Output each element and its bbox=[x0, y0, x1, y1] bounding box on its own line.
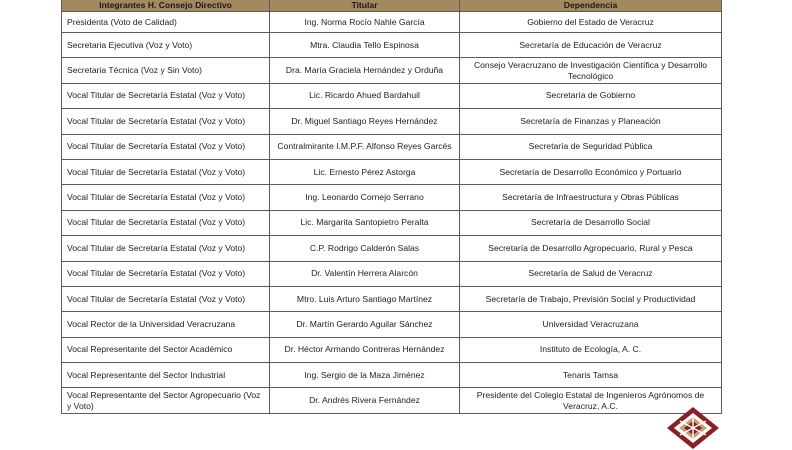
cell-titular: Mtro. Luis Arturo Santiago Martínez bbox=[270, 286, 460, 311]
cell-titular: Ing. Leonardo Cornejo Serrano bbox=[270, 185, 460, 210]
cell-dependencia: Secretaría de Infraestructura y Obras Públicas bbox=[460, 185, 722, 210]
cell-integrante: Vocal Titular de Secretaría Estatal (Voz y Voto) bbox=[62, 83, 270, 108]
cell-titular: Dr. Héctor Armando Contreras Hernández bbox=[270, 337, 460, 362]
cell-integrante: Vocal Titular de Secretaría Estatal (Voz y Voto) bbox=[62, 210, 270, 235]
cell-titular: C.P. Rodrigo Calderón Salas bbox=[270, 236, 460, 261]
cell-integrante: Presidenta (Voto de Calidad) bbox=[62, 12, 270, 33]
header-integrantes: Integrantes H. Consejo Directivo bbox=[62, 0, 270, 12]
cell-dependencia: Secretaría de Salud de Veracruz bbox=[460, 261, 722, 286]
cell-integrante: Vocal Representante del Sector Industrial bbox=[62, 363, 270, 388]
cell-integrante: Vocal Titular de Secretaría Estatal (Voz y Voto) bbox=[62, 236, 270, 261]
cell-titular: Lic. Ricardo Ahued Bardahuil bbox=[270, 83, 460, 108]
cell-integrante: Vocal Representante del Sector Académico bbox=[62, 337, 270, 362]
cell-titular: Dr. Miguel Santiago Reyes Hernández bbox=[270, 109, 460, 134]
cell-dependencia: Secretaría de Desarrollo Social bbox=[460, 210, 722, 235]
table-row bbox=[62, 159, 722, 184]
table-row bbox=[62, 286, 722, 311]
table-row bbox=[62, 312, 722, 337]
cell-titular: Lic. Margarita Santopietro Peralta bbox=[270, 210, 460, 235]
table-row bbox=[62, 33, 722, 58]
cell-integrante: Vocal Rector de la Universidad Veracruzana bbox=[62, 312, 270, 337]
cell-dependencia: Secretaría de Educación de Veracruz bbox=[460, 33, 722, 58]
cell-titular: Dr. Martín Gerardo Aguilar Sánchez bbox=[270, 312, 460, 337]
cell-dependencia: Consejo Veracruzano de Investigación Científica y Desarrollo Tecnológico bbox=[460, 58, 722, 83]
cell-titular: Mtra. Claudia Tello Espinosa bbox=[270, 33, 460, 58]
cell-integrante: Secretaria Ejecutiva (Voz y Voto) bbox=[62, 33, 270, 58]
cell-dependencia: Universidad Veracruzana bbox=[460, 312, 722, 337]
table-row bbox=[62, 210, 722, 235]
cell-dependencia: Instituto de Ecología, A. C. bbox=[460, 337, 722, 362]
cell-integrante: Vocal Titular de Secretaría Estatal (Voz y Voto) bbox=[62, 261, 270, 286]
cell-dependencia: Secretaría de Gobierno bbox=[460, 83, 722, 108]
council-table bbox=[61, 0, 722, 414]
header-row bbox=[62, 0, 722, 12]
cell-titular: Lic. Ernesto Pérez Astorga bbox=[270, 159, 460, 184]
table-row bbox=[62, 134, 722, 159]
table-row bbox=[62, 261, 722, 286]
cell-titular: Ing. Norma Rocío Nahle García bbox=[270, 12, 460, 33]
cell-dependencia: Secretaría de Desarrollo Económico y Portuario bbox=[460, 159, 722, 184]
cell-titular: Contralmirante I.M.P.F. Alfonso Reyes Garcés bbox=[270, 134, 460, 159]
header-dependencia: Dependencia bbox=[460, 0, 722, 12]
cell-integrante: Vocal Titular de Secretaría Estatal (Voz y Voto) bbox=[62, 185, 270, 210]
table-row bbox=[62, 12, 722, 33]
cell-integrante: Vocal Titular de Secretaría Estatal (Voz y Voto) bbox=[62, 159, 270, 184]
cell-integrante: Vocal Titular de Secretaría Estatal (Voz y Voto) bbox=[62, 286, 270, 311]
table-body bbox=[62, 12, 722, 414]
table-row bbox=[62, 337, 722, 362]
table-row bbox=[62, 236, 722, 261]
cell-dependencia: Gobierno del Estado de Veracruz bbox=[460, 12, 722, 33]
cell-integrante: Vocal Representante del Sector Agropecuario (Voz y Voto) bbox=[62, 388, 270, 413]
cell-integrante: Vocal Titular de Secretaría Estatal (Voz y Voto) bbox=[62, 134, 270, 159]
cell-dependencia: Secretaría de Desarrollo Agropecuario, Rural y Pesca bbox=[460, 236, 722, 261]
table-row bbox=[62, 83, 722, 108]
diamond-emblem-icon bbox=[666, 406, 720, 450]
table-row bbox=[62, 109, 722, 134]
cell-titular: Ing. Sergio de la Maza Jiménez bbox=[270, 363, 460, 388]
cell-dependencia: Presidente del Colegio Estatal de Ingenieros Agrónomos de Veracruz, A.C. bbox=[460, 388, 722, 413]
cell-dependencia: Secretaría de Finanzas y Planeación bbox=[460, 109, 722, 134]
cell-dependencia: Secretaría de Trabajo, Previsión Social y Productividad bbox=[460, 286, 722, 311]
table-row bbox=[62, 58, 722, 83]
cell-dependencia: Secretaría de Seguridad Pública bbox=[460, 134, 722, 159]
cell-integrante: Secretaria Técnica (Voz y Sin Voto) bbox=[62, 58, 270, 83]
table-row bbox=[62, 185, 722, 210]
cell-titular: Dr. Valentín Herrera Alarcón bbox=[270, 261, 460, 286]
header-titular: Titular bbox=[270, 0, 460, 12]
cell-dependencia: Tenaris Tamsa bbox=[460, 363, 722, 388]
cell-titular: Dra. María Graciela Hernández y Orduña bbox=[270, 58, 460, 83]
table-row bbox=[62, 388, 722, 413]
cell-integrante: Vocal Titular de Secretaría Estatal (Voz y Voto) bbox=[62, 109, 270, 134]
cell-titular: Dr. Andrés Rivera Fernández bbox=[270, 388, 460, 413]
table-row bbox=[62, 363, 722, 388]
